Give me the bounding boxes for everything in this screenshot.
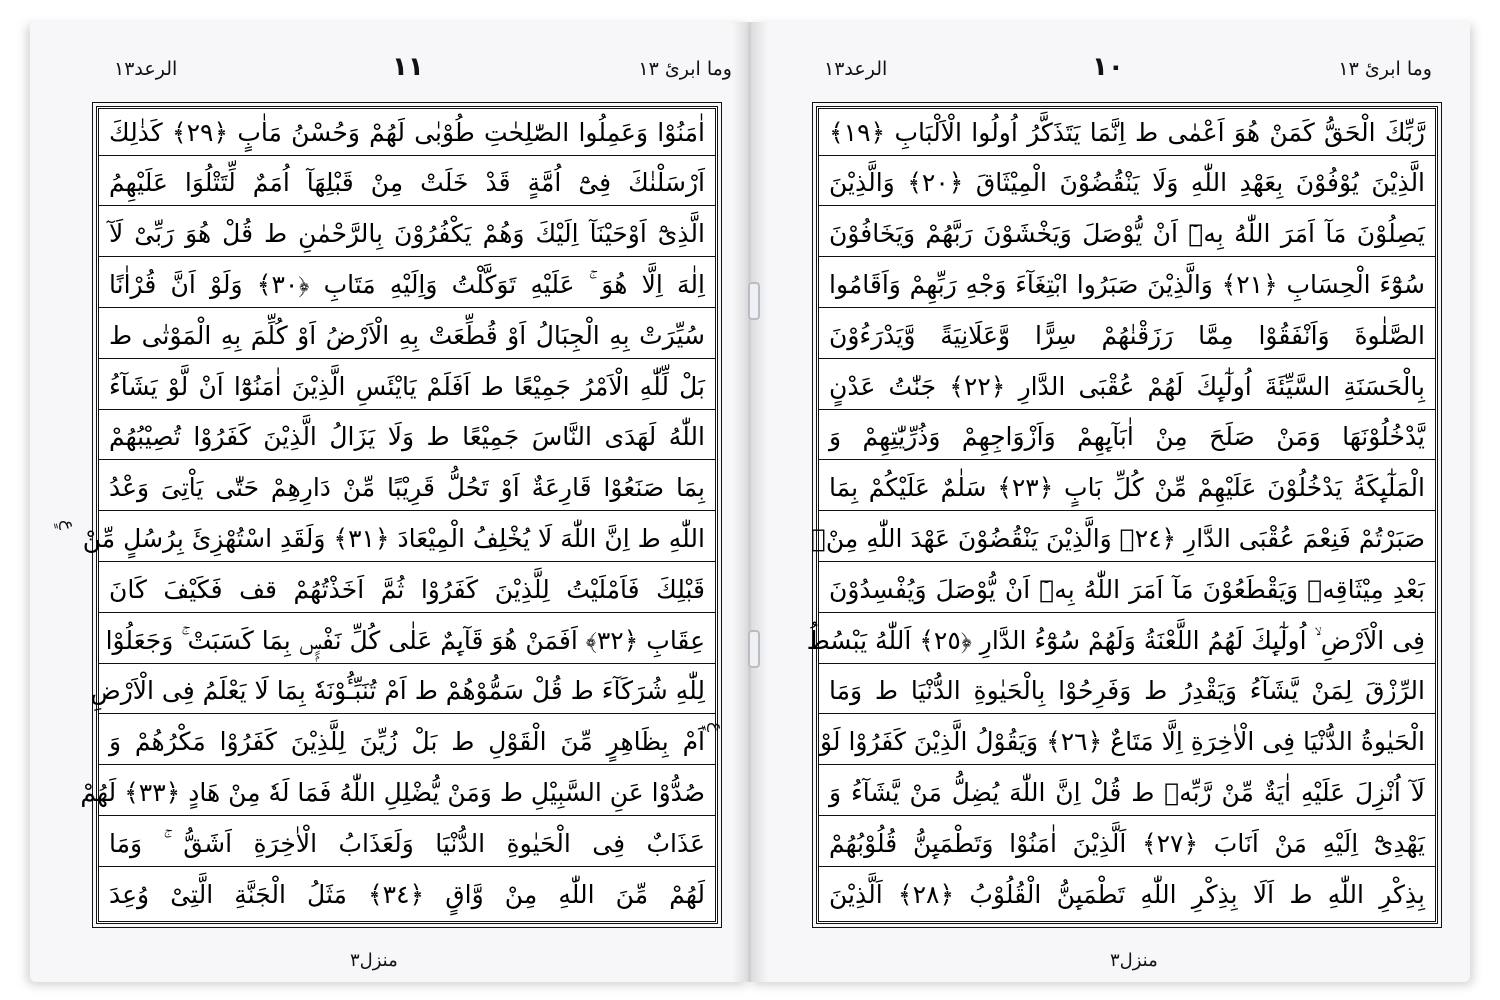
text-line: یَهْدِیْٓ اِلَیْهِ مَنْ اَنَابَ ﴿٢٧﴾ اَلَّذِیْنَ اٰمَنُوْا وَتَطْمَىِٕنُّ قُلُوْبُهُمْ: [819, 820, 1435, 867]
text-line: سُیِّرَتْ بِهِ الْجِبَالُ اَوْ قُطِّعَتْ بِهِ الْاَرْضُ اَوْ كُلِّمَ بِهِ الْمَوْتٰی ط: [99, 312, 715, 359]
text-line: الرِّزْقَ لِمَنْ یَّشَآءُ وَیَقْدِرُ ط وَفَرِحُوْا بِالْحَیٰوةِ الدُّنْیَا ط وَمَا: [819, 667, 1435, 714]
text-line: رَّبِّكَ الْحَقُّ كَمَنْ هُوَ اَعْمٰی ط اِنَّمَا یَتَذَكَّرُ اُولُوا الْاَلْبَابِ ﴿١٩﴾: [819, 109, 1435, 156]
text-line: صَبَرْتُمْ فَنِعْمَ عُقْبَی الدَّارِ ﴿٢٤﴾ وَالَّذِیْنَ یَنْقُضُوْنَ عَهْدَ اللّٰهِ مِنْۢ: [819, 515, 1435, 562]
surah-title: الرعد١٣: [824, 58, 888, 80]
text-line: عَذَابٌ فِی الْحَیٰوةِ الدُّنْیَا وَلَعَذَابُ الْاٰخِرَةِ اَشَقُّ ۚ وَمَا: [99, 820, 715, 867]
text-line: اٰمَنُوْا وَعَمِلُوا الصّٰلِحٰتِ طُوْبٰی لَهُمْ وَحُسْنُ مَاٰبٍ ﴿٢٩﴾ كَذٰلِكَ: [99, 109, 715, 156]
text-line: اَمْ بِظَاهِرٍ مِّنَ الْقَوْلِ ط بَلْ زُیِّنَ لِلَّذِیْنَ كَفَرُوْا مَكْرُهُمْ وَ: [99, 718, 715, 765]
text-line: لِلّٰهِ شُرَكَآءَ ط قُلْ سَمُّوْهُمْ ط اَمْ تُنَبِّـُٔوْنَهٗ بِمَا لَا یَعْلَمُ فِی الْاَرْضِ: [99, 667, 715, 714]
text-line: بَعْدِ مِیْثَاقِهٖ وَیَقْطَعُوْنَ مَآ اَمَرَ اللّٰهُ بِهٖٓ اَنْ یُّوْصَلَ وَیُفْسِدُوْنَ: [819, 566, 1435, 613]
text-line: بَلْ لِّلّٰهِ الْاَمْرُ جَمِیْعًا ط اَفَلَمْ یَایْئَسِ الَّذِیْنَ اٰمَنُوْٓا اَنْ لَّوْ یَشَآءُ: [99, 363, 715, 410]
text-line: لَهُمْ مِّنَ اللّٰهِ مِنْ وَّاقٍ ﴿٣٤﴾ مَثَلُ الْجَنَّةِ الَّتِیْ وُعِدَ: [109, 880, 705, 909]
manzil-footer: منزل۳: [350, 950, 398, 971]
text-line: الْحَیٰوةُ الدُّنْیَا فِی الْاٰخِرَةِ اِلَّا مَتَاعٌ ﴿٢٦﴾ وَیَقُوْلُ الَّذِیْنَ كَفَرُوْا لَوْ: [819, 718, 1435, 765]
staple: [748, 630, 760, 668]
left-page-header: [80, 50, 740, 90]
text-frame: [806, 106, 1438, 924]
text-line: بِمَا صَنَعُوْا قَارِعَةٌ اَوْ تَحُلُّ قَرِیْبًا مِّنْ دَارِهِمْ حَتّٰی یَاْتِیَ وَعْدُ: [99, 464, 715, 511]
text-line: لَآ اُنْزِلَ عَلَیْهِ اٰیَةٌ مِّنْ رَّبِّهٖ ط قُلْ اِنَّ اللّٰهَ یُضِلُّ مَنْ یَّشَآءُ وَ: [819, 769, 1435, 816]
para-title: وما ابرئ ١٣: [638, 58, 732, 80]
ruku-marker: عٍ: [706, 722, 726, 733]
staple: [748, 282, 760, 320]
right-page-header: [790, 50, 1450, 90]
text-line: صُدُّوْا عَنِ السَّبِیْلِ ط وَمَنْ یُّضْلِلِ اللّٰهُ فَمَا لَهٗ مِنْ هَادٍ ﴿٣٣﴾ لَهُمْ: [99, 769, 715, 816]
text-line: اللّٰهُ لَهَدَی النَّاسَ جَمِیْعًا ط وَلَا یَزَالُ الَّذِیْنَ كَفَرُوْا تُصِیْبُهُمْ: [99, 413, 715, 460]
text-line: فِی الْاَرْضِ ۙ اُولٰٓىِٕكَ لَهُمُ اللَّعْنَةُ وَلَهُمْ سُوْٓءُ الدَّارِ ﴿٢٥﴾ اَللّٰهُ یَبْسُطُ: [819, 617, 1435, 664]
surah-title: الرعد١٣: [114, 58, 178, 80]
text-line: قَبْلِكَ فَاَمْلَیْتُ لِلَّذِیْنَ كَفَرُوْا ثُمَّ اَخَذْتُهُمْ قف فَكَیْفَ كَانَ: [99, 566, 715, 613]
left-page: [30, 22, 750, 982]
text-line: الصَّلٰوةَ وَاَنْفَقُوْا مِمَّا رَزَقْنٰهُمْ سِرًّا وَّعَلَانِیَةً وَّیَدْرَءُوْنَ: [819, 312, 1435, 359]
text-line: اَرْسَلْنٰكَ فِیْٓ اُمَّةٍ قَدْ خَلَتْ مِنْ قَبْلِهَآ اُمَمٌ لِّتَتْلُوَا عَلَیْهِمُ: [99, 159, 715, 206]
text-line: اِلٰهَ اِلَّا هُوَ ۚ عَلَیْهِ تَوَكَّلْتُ وَاِلَیْهِ مَتَابِ ﴿٣٠﴾ وَلَوْ اَنَّ قُرْاٰنًا: [99, 261, 715, 308]
right-page: [706, 22, 1470, 982]
page-number: ١١: [392, 52, 424, 82]
text-line: الَّذِیْنَ یُوْفُوْنَ بِعَهْدِ اللّٰهِ وَلَا یَنْقُضُوْنَ الْمِیْثَاقَ ﴿٢٠﴾ وَالَّذِیْنَ: [819, 159, 1435, 206]
text-line: بِذِكْرِ اللّٰهِ ط اَلَا بِذِكْرِ اللّٰهِ تَطْمَىِٕنُّ الْقُلُوْبُ ﴿٢٨﴾ اَلَّذِیْنَ: [829, 880, 1425, 909]
text-frame: [80, 106, 718, 924]
text-line: الَّذِیْٓ اَوْحَیْنَآ اِلَیْكَ وَهُمْ یَكْفُرُوْنَ بِالرَّحْمٰنِ ط قُلْ هُوَ رَبِّیْ لَآ: [99, 210, 715, 257]
text-line: بِالْحَسَنَةِ السَّیِّئَةَ اُولٰٓىِٕكَ لَهُمْ عُقْبَی الدَّارِ ﴿٢٢﴾ جَنّٰتُ عَدْنٍ: [819, 363, 1435, 410]
para-title: وما ابرئ ١٣: [1338, 58, 1432, 80]
page-number: ١٠: [1092, 52, 1124, 82]
text-line: یَّدْخُلُوْنَهَا وَمَنْ صَلَحَ مِنْ اٰبَآىِٕهِمْ وَاَزْوَاجِهِمْ وَذُرِّیّٰتِهِمْ وَ: [819, 413, 1435, 460]
text-line: عِقَابِ ﴿٣٢﴾ اَفَمَنْ هُوَ قَآىِٕمٌ عَلٰی كُلِّ نَفْسٍۭ بِمَا كَسَبَتْ ۚ وَجَعَلُوْا: [99, 617, 715, 664]
text-line: اللّٰهِ ط اِنَّ اللّٰهَ لَا یُخْلِفُ الْمِیْعَادَ ﴿٣١﴾ وَلَقَدِ اسْتُهْزِئَ بِرُسُلٍ مِّنْ: [99, 515, 715, 562]
text-line: یَصِلُوْنَ مَآ اَمَرَ اللّٰهُ بِهٖٓ اَنْ یُّوْصَلَ وَیَخْشَوْنَ رَبَّهُمْ وَیَخَافُوْنَ: [819, 210, 1435, 257]
text-line: سُوْٓءَ الْحِسَابِ ﴿٢١﴾ وَالَّذِیْنَ صَبَرُوا ابْتِغَآءَ وَجْهِ رَبِّهِمْ وَاَقَامُوا: [819, 261, 1435, 308]
text-line: الْمَلٰٓىِٕكَةُ یَدْخُلُوْنَ عَلَیْهِمْ مِّنْ كُلِّ بَابٍ ﴿٢٣﴾ سَلٰمٌ عَلَیْكُمْ بِمَا: [819, 464, 1435, 511]
ruku-marker: عٍ: [58, 520, 78, 531]
manzil-footer: منزل۳: [1110, 950, 1158, 971]
